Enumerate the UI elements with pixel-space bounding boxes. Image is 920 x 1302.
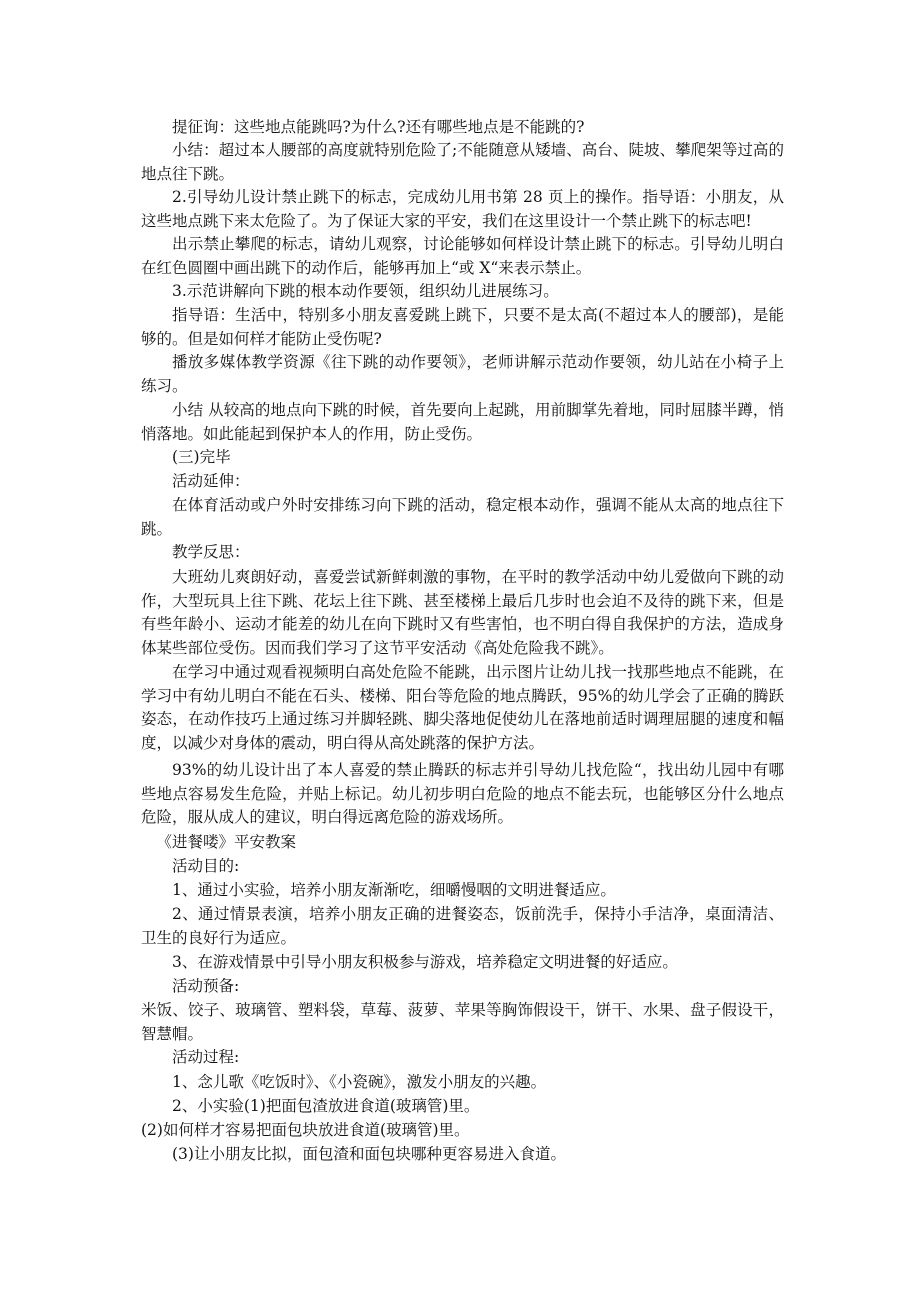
paragraph: 小结：超过本人腰部的高度就特别危险了;不能随意从矮墙、高台、陡坡、攀爬架等过高的地点往下跳。 bbox=[141, 141, 784, 183]
paragraph: 大班幼儿爽朗好动，喜爱尝试新鲜刺激的事物，在平时的教学活动中幼儿爱做向下跳的动作，大型玩具上往下跳、花坛上往下跳、甚至楼梯上最后几步时也会迫不及待的跳下来，但是有些年龄小、运动才能差的幼儿在向下跳时又有些害怕，也不明白得自我保护的方法，造成身体某些部位受伤。因而我们学习了这节平安活动《高处危险我不跳》。 bbox=[141, 568, 784, 657]
paragraph: 米饭、饺子、玻璃管、塑料袋，草莓、菠萝、苹果等胸饰假设干，饼干、水果、盘子假设干，智慧帽。 bbox=[141, 1001, 784, 1043]
paragraph: 教学反思： bbox=[172, 543, 250, 561]
paragraph: 播放多媒体教学资源《往下跳的动作要领》，老师讲解示范动作要领，幼儿站在小椅子上练习。 bbox=[141, 353, 784, 395]
paragraph: 在学习中通过观看视频明白高处危险不能跳，出示图片让幼儿找一找那些地点不能跳，在学习中有幼儿明白不能在石头、楼梯、阳台等危险的地点腾跃，95%的幼儿学会了正确的腾跃姿态，在动作技巧上通过练习并脚轻跳、脚尖落地促使幼儿在落地前适时调理屈腿的速度和幅度，以减少对身体的震动，明白得从高处跳落的保护方法。 bbox=[141, 663, 784, 752]
paragraph: 提征询：这些地点能跳吗?为什么?还有哪些地点是不能跳的? bbox=[172, 118, 585, 136]
paragraph: 出示禁止攀爬的标志，请幼儿观察，讨论能够如何样设计禁止跳下的标志。引导幼儿明白在红色圆圈中画出跳下的动作后，能够再加上“或 X“来表示禁止。 bbox=[141, 235, 784, 277]
paragraph: (三)完毕 bbox=[172, 448, 231, 466]
paragraph: 93%的幼儿设计出了本人喜爱的禁止腾跃的标志并引导幼儿找危险“，找出幼儿园中有哪些地点容易发生危险，并贴上标记。幼儿初步明白危险的地点不能去玩，也能够区分什么地点危险，服从成人的建议，明白得远离危险的游戏场所。 bbox=[141, 761, 784, 827]
paragraph: 2、通过情景表演，培养小朋友正确的进餐姿态，饭前洗手，保持小手洁净，桌面清洁、卫生的良好行为适应。 bbox=[141, 905, 784, 947]
paragraph: (2)如何样才容易把面包块放进食道(玻璃管)里。 bbox=[141, 1121, 470, 1139]
paragraph-heading: 《进餐喽》平安教案 bbox=[156, 833, 297, 851]
paragraph: 小结 从较高的地点向下跳的时候，首先要向上起跳，用前脚掌先着地，同时屈膝半蹲，悄悄落地。如此能起到保护本人的作用，防止受伤。 bbox=[141, 401, 784, 443]
paragraph: 1、通过小实验，培养小朋友渐渐吃，细嚼慢咽的文明进餐适应。 bbox=[172, 881, 616, 899]
paragraph: 活动目的: bbox=[172, 857, 240, 875]
paragraph: 指导语：生活中，特别多小朋友喜爱跳上跳下，只要不是太高(不超过本人的腰部)，是能够的。但是如何样才能防止受伤呢? bbox=[141, 306, 784, 348]
paragraph: (3)让小朋友比拟，面包渣和面包块哪种更容易进入食道。 bbox=[172, 1145, 566, 1163]
paragraph: 1、念儿歌《吃饭时》、《小瓷碗》，激发小朋友的兴趣。 bbox=[172, 1073, 547, 1091]
paragraph: 在体育活动或户外时安排练习向下跳的活动，稳定根本动作，强调不能从太高的地点往下跳。 bbox=[141, 496, 784, 538]
paragraph: 3.示范讲解向下跳的根本动作要领，组织幼儿进展练习。 bbox=[172, 282, 559, 300]
paragraph: 2、小实验(1)把面包渣放进食道(玻璃管)里。 bbox=[172, 1097, 480, 1115]
paragraph: 3、在游戏情景中引导小朋友积极参与游戏，培养稳定文明进餐的好适应。 bbox=[172, 953, 678, 971]
paragraph: 活动过程: bbox=[172, 1048, 240, 1066]
paragraph: 2.引导幼儿设计禁止跳下的标志，完成幼儿用书第 28 页上的操作。指导语：小朋友，从这些地点跳下来太危险了。为了保证大家的平安，我们在这里设计一个禁止跳下的标志吧! bbox=[141, 188, 784, 230]
paragraph: 活动预备: bbox=[172, 977, 240, 995]
paragraph: 活动延伸： bbox=[172, 472, 250, 490]
